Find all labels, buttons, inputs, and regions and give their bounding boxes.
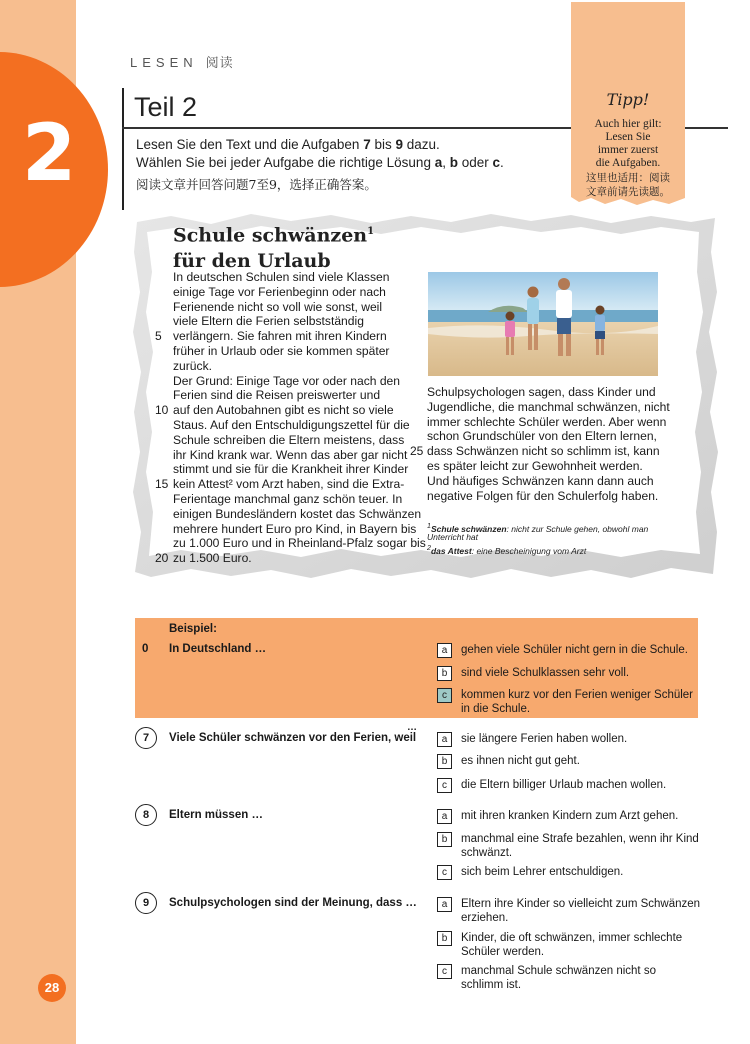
question-8-text: Eltern müssen … <box>169 809 263 821</box>
question-9-option-b-box[interactable]: b <box>437 931 452 946</box>
part-title: Teil 2 <box>134 92 198 122</box>
article-line: In deutschen Schulen sind viele Klassen <box>173 270 390 284</box>
line-number: 20 <box>155 551 169 565</box>
article-line: Ferien sind die Reisen preiswerter und <box>173 388 381 403</box>
question-7-number: 7 <box>135 727 157 749</box>
question-8-option-b-box[interactable]: b <box>437 832 452 847</box>
article-line: schon Grundschüler von den Eltern lernen, <box>427 429 657 444</box>
tip-title: Tipp! <box>606 90 650 109</box>
page-number: 28 <box>38 974 66 1002</box>
question-7-ellipsis: … <box>407 722 417 733</box>
article-line: negative Folgen für den Schulerfolg haben. <box>427 488 659 503</box>
example-label: Beispiel: <box>169 623 217 635</box>
article-line: Der Grund: Einige Tage vor oder nach den <box>173 373 401 388</box>
article-line: einige Tage vor Ferienbeginn oder nach <box>173 284 386 299</box>
article-line: kein Attest² vom Arzt haben, sind die Extra- <box>173 477 405 492</box>
article-line: Und häufiges Schwänzen kann dann auch <box>427 473 654 488</box>
question-9-number: 9 <box>135 892 157 914</box>
article-line: viele Eltern die Ferien selbstständig <box>173 314 364 329</box>
article-line: zu 1.000 Euro und in Rheinland-Pfalz sogar bis <box>173 536 426 551</box>
question-7-option-b-box[interactable]: b <box>437 754 452 769</box>
article-line: früher in Urlaub oder sie kommen später <box>173 344 390 358</box>
line-number: 10 <box>155 403 169 417</box>
question-9-option-a-text: Eltern ihre Kinder so vielleicht zum Schwänzen erziehen. <box>461 898 701 924</box>
chapter-number: 2 <box>22 109 77 199</box>
question-9-text: Schulpsychologen sind der Meinung, dass … <box>169 897 417 909</box>
question-8-number: 8 <box>135 804 157 826</box>
article-line: Staus. Auf den Entschuldigungszettel für die <box>173 418 410 432</box>
line-number: 15 <box>155 477 169 491</box>
example-option-c-box-selected[interactable]: c <box>437 688 452 703</box>
article-line: verlängern. Sie fahren mit ihren Kindern <box>173 329 387 344</box>
beach-family-photo <box>428 272 658 376</box>
question-7-option-c-box[interactable]: c <box>437 778 452 793</box>
line-number: 25 <box>410 444 424 458</box>
article-line: ihr Kind krank war. Wenn das aber gar nicht <box>173 447 408 462</box>
article-line: Schulpsychologen sagen, dass Kinder und <box>427 385 656 399</box>
article-line: stimmt und sie für die Krankheit ihrer Kinder <box>173 462 409 477</box>
question-9-option-c-text: manchmal Schule schwänzen nicht so schlimm ist. <box>461 965 656 991</box>
question-7-text: Viele Schüler schwänzen vor den Ferien, weil <box>169 732 417 744</box>
example-option-a-box[interactable]: a <box>437 643 452 658</box>
instruction-line-2: Wählen Sie bei jeder Aufgabe die richtige Lösung a, b oder c. <box>136 155 504 170</box>
article-title: Schule schwänzen$^1$ für den Urlaub <box>173 224 375 273</box>
footnote-1-continued: Unterricht hat <box>427 532 479 542</box>
article-line: dass Schwänzen nicht so schlimm ist, kann <box>427 444 660 459</box>
question-7-option-a-text: sie längere Ferien haben wollen. <box>461 733 628 745</box>
footnote-1: $^1$Schule schwänzen: nicht zur Schule gehen, obwohl man <box>427 522 649 534</box>
article-line: Jugendliche, die manchmal schwänzen, nicht <box>427 399 670 414</box>
question-8-option-c-box[interactable]: c <box>437 865 452 880</box>
article-line: mehrere hundert Euro pro Kind, in Bayern bis <box>173 521 417 536</box>
question-8-option-b-text: manchmal eine Strafe bezahlen, wenn ihr Kind schwänzt. <box>461 833 699 859</box>
article-line: immer schlechte Schüler werden. Aber wenn <box>427 414 667 429</box>
instruction-line-1: Lesen Sie den Text und die Aufgaben 7 bis 9 dazu. <box>136 137 440 152</box>
article-line: Ferienende nicht so voll wie sonst, weil <box>173 299 383 314</box>
question-9-option-c-box[interactable]: c <box>437 964 452 979</box>
line-number: 5 <box>155 329 162 343</box>
header-vertical-rule <box>122 88 124 210</box>
section-label-zh: 阅读 <box>205 56 234 71</box>
example-question: In Deutschland … <box>169 643 267 655</box>
article-line: einigen Bundesländern kostet das Schwänzen <box>173 506 422 521</box>
example-option-c-text: kommen kurz vor den Ferien weniger Schüler in die Schule. <box>461 689 694 715</box>
tip-text: Auch hier gilt: Lesen Sie immer zuerst die Aufgaben. <box>594 118 662 169</box>
question-7-option-c-text: die Eltern billiger Urlaub machen wollen. <box>461 779 667 791</box>
question-7-option-b-text: es ihnen nicht gut geht. <box>461 755 580 767</box>
section-heading <box>130 52 234 71</box>
example-option-b-text: sind viele Schulklassen sehr voll. <box>461 667 630 679</box>
instruction-line-zh: 阅读文章并回答问题7至9，选择正确答案。 <box>136 177 377 192</box>
tip-text-zh: 这里也适用：阅读 文章前请先读题。 <box>586 172 670 198</box>
article-line: zurück. <box>173 358 212 373</box>
section-label: LESEN <box>130 55 198 70</box>
article-line: es später leicht zur Gewohnheit werden. <box>427 459 643 473</box>
example-option-a-text: gehen viele Schüler nicht gern in die Schule. <box>461 644 688 656</box>
article-line: zu 1.500 Euro. <box>173 551 252 566</box>
question-8-option-a-text: mit ihren kranken Kindern zum Arzt gehen. <box>461 810 679 822</box>
question-7-option-a-box[interactable]: a <box>437 732 452 747</box>
question-8-option-c-text: sich beim Lehrer entschuldigen. <box>461 866 624 878</box>
question-9-option-b-text: Kinder, die oft schwänzen, immer schlechte Schüler werden. <box>461 932 683 958</box>
article-line: Ferientage manchmal ganz schön teuer. In <box>173 492 403 506</box>
footnote-2: $^2$das Attest: eine Bescheinigung vom Arzt <box>427 544 587 556</box>
example-number: 0 <box>142 643 149 655</box>
article-line: Schule schreiben die Eltern meistens, dass <box>173 432 405 447</box>
article-line: auf den Autobahnen gibt es nicht so viele <box>173 403 394 418</box>
example-option-b-box[interactable]: b <box>437 666 452 681</box>
question-9-option-a-box[interactable]: a <box>437 897 452 912</box>
question-8-option-a-box[interactable]: a <box>437 809 452 824</box>
